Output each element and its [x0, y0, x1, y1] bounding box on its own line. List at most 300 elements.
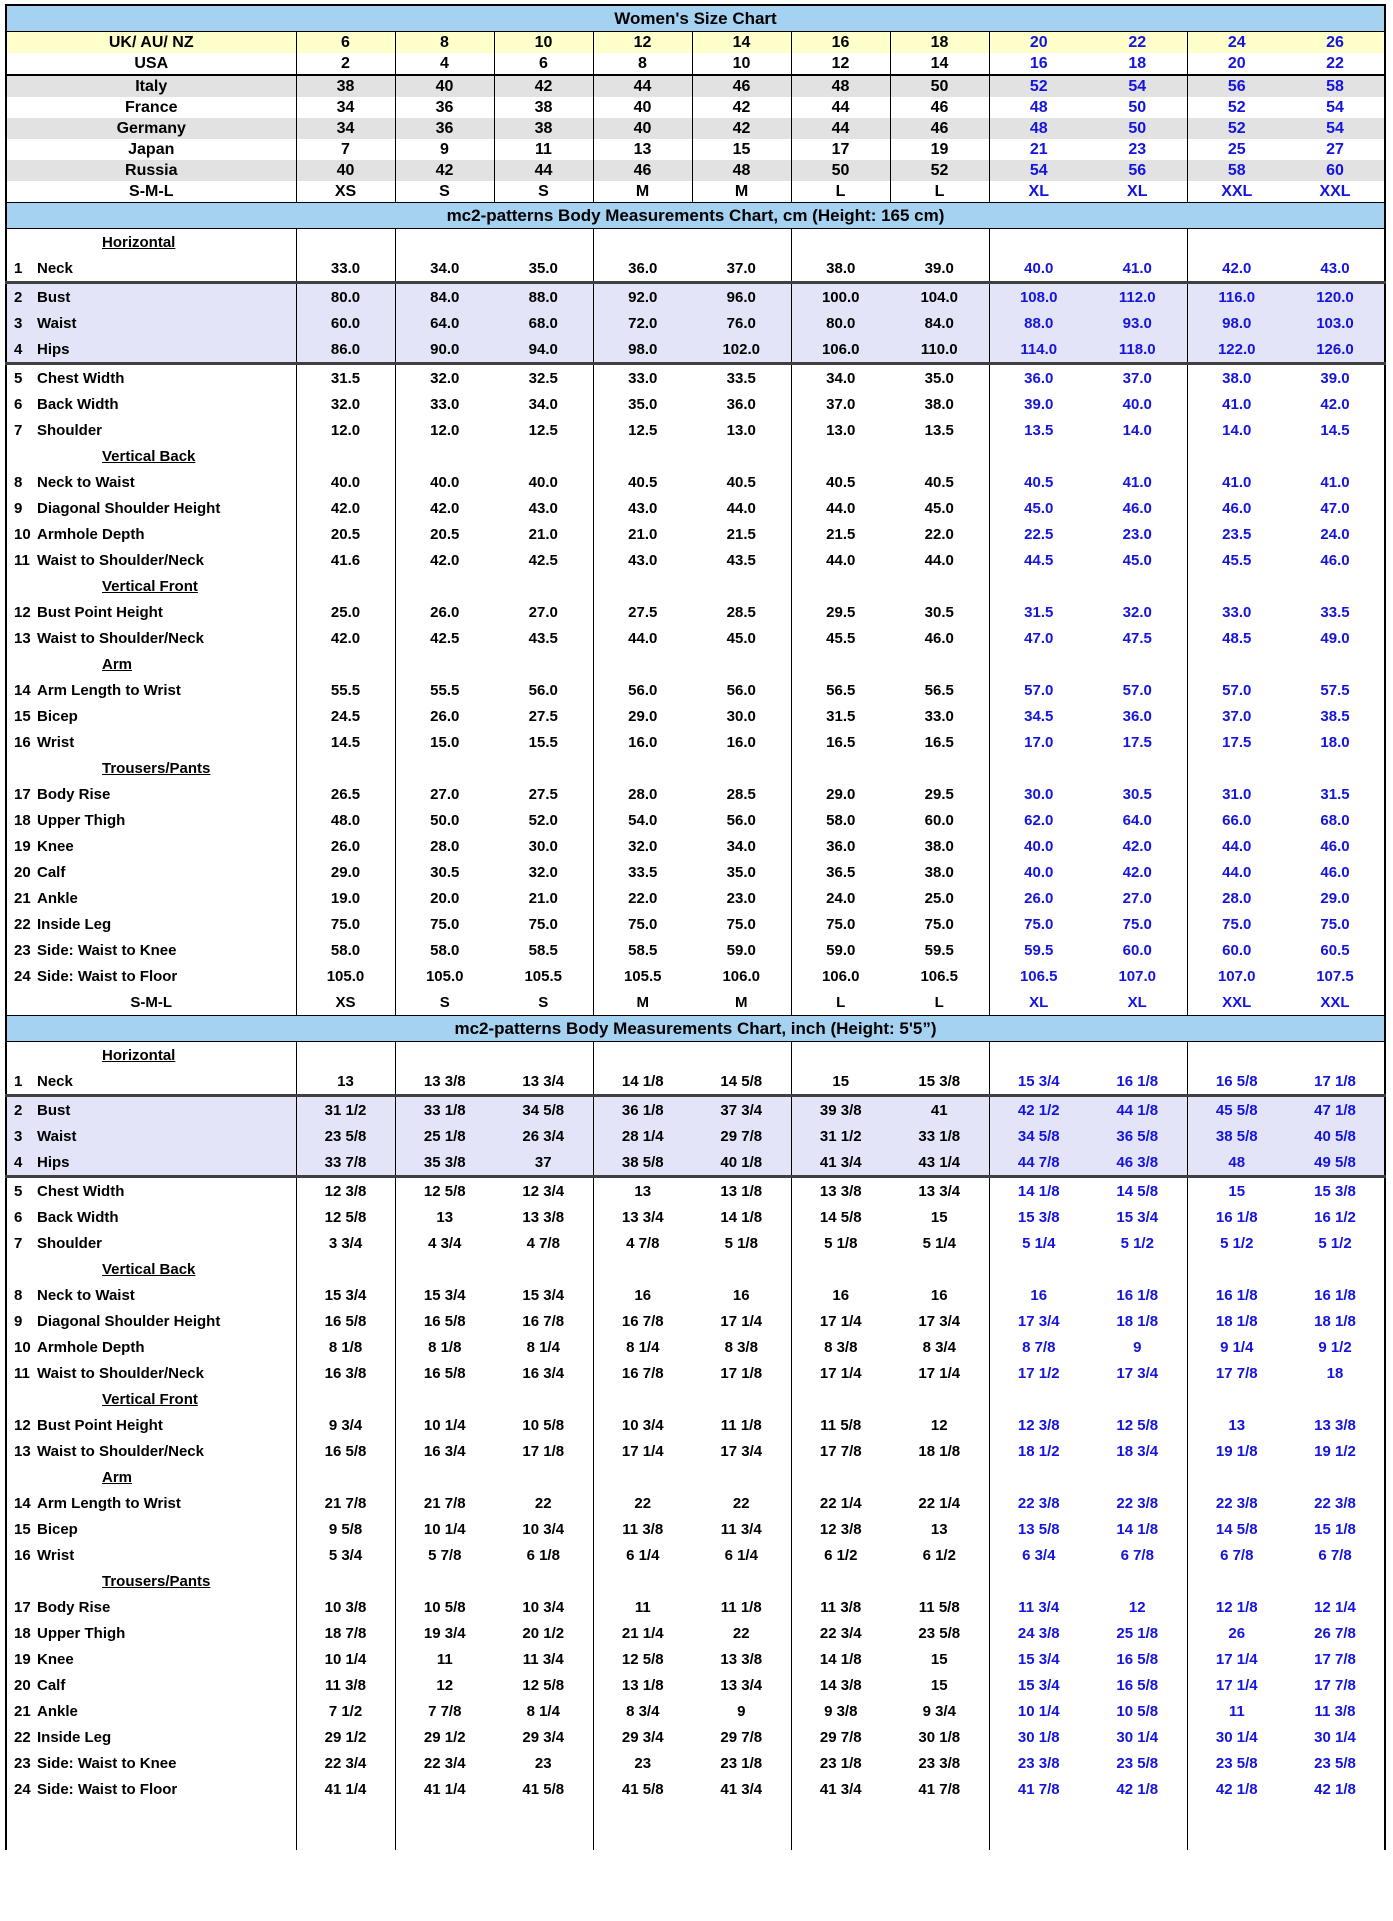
- table-row: [6, 310, 1385, 336]
- size-value-cell: 40: [593, 97, 692, 118]
- measurement-value-cell: 42.0: [430, 551, 460, 569]
- row-label: 22 Inside Leg: [6, 1724, 296, 1750]
- table-row: [6, 1568, 1385, 1594]
- measurement-value-cell: 13: [436, 1208, 454, 1226]
- measurement-value-cell: 34 5/8: [494, 1096, 593, 1124]
- measurement-value-cell: 21.0: [494, 885, 593, 911]
- measurement-value-cell: 46.0: [1222, 499, 1252, 517]
- measurement-value-cell: 19.0: [296, 885, 395, 911]
- measurement-value-cell: 75.0: [1320, 915, 1350, 933]
- empty-cell: [1187, 1802, 1286, 1850]
- row-label: France: [6, 97, 296, 118]
- row-label: 16 Wrist: [6, 729, 296, 755]
- measurement-value-cell: 14 1/8: [593, 1068, 692, 1096]
- measurement-value-cell: 57.0: [1088, 677, 1187, 703]
- measurement-value-cell: 17 1/8: [692, 1360, 791, 1386]
- measurement-value-cell: 27.0: [1088, 885, 1187, 911]
- row-label: 2 Bust: [6, 1096, 296, 1124]
- measurement-value-cell: 75.0: [1222, 915, 1252, 933]
- size-value-cell: 42: [692, 97, 791, 118]
- empty-cell: [1286, 443, 1385, 469]
- empty-cell: [1286, 651, 1385, 677]
- measurement-value-cell: 110.0: [890, 336, 989, 364]
- size-value-cell: 42: [692, 118, 791, 139]
- table-row: [6, 1724, 1385, 1750]
- measurement-value-cell: 16 5/8: [296, 1438, 395, 1464]
- measurement-value-cell: 42.0: [296, 495, 395, 521]
- measurement-value-cell: 48.5: [1222, 629, 1252, 647]
- row-label: 22 Inside Leg: [6, 911, 296, 937]
- empty-cell: [395, 755, 494, 781]
- empty-cell: [395, 1568, 494, 1594]
- size-value-cell: XL: [1088, 181, 1187, 203]
- measurement-value-cell: 15 3/4: [423, 1286, 466, 1304]
- measurement-value-cell: 23 3/8: [890, 1750, 989, 1776]
- measurement-value-cell: 26.0: [296, 833, 395, 859]
- empty-cell: [989, 1256, 1088, 1282]
- empty-cell: [692, 651, 791, 677]
- measurement-value-cell: 38.0: [890, 391, 989, 417]
- table-row: [6, 139, 1385, 160]
- measurement-value-cell: 27.0: [430, 785, 460, 803]
- empty-cell: [395, 1464, 494, 1490]
- measurement-value-cell: 88.0: [989, 310, 1088, 336]
- measurement-value-cell: 28.5: [692, 599, 791, 625]
- measurement-value-cell: 5 1/4: [890, 1230, 989, 1256]
- empty-cell: [593, 1802, 692, 1850]
- measurement-value-cell: 8 7/8: [1022, 1338, 1056, 1356]
- measurement-value-cell: 60.0: [890, 807, 989, 833]
- measurement-value-cell: 23 1/8: [692, 1750, 791, 1776]
- measurement-value-cell: 18 1/2: [1017, 1442, 1060, 1460]
- row-label: 6 Back Width: [6, 1204, 296, 1230]
- size-value-cell: 14: [692, 32, 791, 54]
- measurement-value-cell: 14.0: [1088, 417, 1187, 443]
- size-value-cell: 22: [1286, 53, 1385, 75]
- empty-cell: [593, 443, 692, 469]
- sml-value-cell: S: [439, 993, 450, 1011]
- row-label: 8 Neck to Waist: [6, 1282, 296, 1308]
- measurement-value-cell: 17 1/4: [692, 1308, 791, 1334]
- measurement-value-cell: 40.5: [692, 469, 791, 495]
- table-row: [6, 160, 1385, 181]
- measurement-value-cell: 25 1/8: [395, 1123, 494, 1149]
- measurement-value-cell: 23: [494, 1750, 593, 1776]
- measurement-value-cell: 24.0: [1320, 525, 1350, 543]
- measurement-value-cell: 17 1/4: [890, 1360, 989, 1386]
- measurement-value-cell: 23 5/8: [296, 1123, 395, 1149]
- measurement-value-cell: 58.0: [430, 941, 460, 959]
- size-value-cell: 44: [791, 118, 890, 139]
- table-row: [6, 859, 1385, 885]
- table-row: [6, 203, 1385, 229]
- empty-cell: [395, 229, 494, 256]
- empty-cell: [692, 1042, 791, 1069]
- empty-cell: [395, 1256, 494, 1282]
- size-value-cell: 44: [593, 75, 692, 97]
- measurement-value-cell: 5 3/4: [296, 1542, 395, 1568]
- measurement-value-cell: 43.5: [692, 547, 791, 573]
- measurement-value-cell: 84.0: [890, 310, 989, 336]
- measurement-value-cell: 106.0: [692, 963, 791, 989]
- measurement-value-cell: 56.0: [692, 677, 791, 703]
- measurement-value-cell: 39 3/8: [791, 1096, 890, 1124]
- table-row: [6, 1149, 1385, 1177]
- table-row: [6, 1412, 1385, 1438]
- measurement-value-cell: 41 3/4: [692, 1776, 791, 1802]
- measurement-value-cell: 88.0: [494, 283, 593, 311]
- table-row: [6, 1750, 1385, 1776]
- table-row: [6, 1646, 1385, 1672]
- sml-value-cell: M: [636, 993, 649, 1011]
- row-label: 13 Waist to Shoulder/Neck: [6, 625, 296, 651]
- measurement-value-cell: 29.5: [890, 781, 989, 807]
- measurement-value-cell: 12.0: [296, 417, 395, 443]
- row-label: 17 Body Rise: [6, 1594, 296, 1620]
- measurement-value-cell: 22 3/4: [819, 1624, 862, 1642]
- measurement-value-cell: 29 7/8: [692, 1123, 791, 1149]
- measurement-value-cell: 12 3/4: [494, 1177, 593, 1205]
- inch-measurements-section: [6, 1042, 1385, 1803]
- measurement-value-cell: 40.5: [826, 473, 856, 491]
- measurement-value-cell: 40.0: [989, 255, 1088, 283]
- measurement-value-cell: 6 7/8: [1088, 1542, 1187, 1568]
- measurement-value-cell: 9 3/8: [824, 1702, 858, 1720]
- measurement-value-cell: 33.5: [692, 364, 791, 392]
- row-label: S-M-L: [6, 989, 296, 1016]
- table-row: [6, 336, 1385, 364]
- size-value-cell: XS: [296, 181, 395, 203]
- size-value-cell: 12: [791, 53, 890, 75]
- measurement-value-cell: 22 1/4: [890, 1490, 989, 1516]
- measurement-value-cell: 16.0: [628, 733, 658, 751]
- size-value-cell: 4: [395, 53, 494, 75]
- row-label: 21 Ankle: [6, 885, 296, 911]
- measurement-value-cell: 11: [634, 1598, 651, 1616]
- measurement-value-cell: 103.0: [1286, 310, 1385, 336]
- size-value-cell: 9: [395, 139, 494, 160]
- row-label: 20 Calf: [6, 859, 296, 885]
- empty-cell: [989, 1802, 1088, 1850]
- measurement-value-cell: 4 3/4: [428, 1234, 462, 1252]
- size-value-cell: S: [494, 181, 593, 203]
- table-row: [6, 5, 1385, 32]
- row-label: 19 Knee: [6, 1646, 296, 1672]
- measurement-value-cell: 46.0: [1088, 495, 1187, 521]
- empty-cell: [395, 1042, 494, 1069]
- empty-cell: [1187, 651, 1286, 677]
- measurement-value-cell: 26: [1228, 1624, 1246, 1642]
- measurement-value-cell: 32.0: [1088, 599, 1187, 625]
- measurement-value-cell: 39.0: [1320, 369, 1350, 387]
- sml-value-cell: M: [692, 989, 791, 1016]
- measurement-value-cell: 49.0: [1320, 629, 1350, 647]
- measurement-value-cell: 30 1/8: [890, 1724, 989, 1750]
- size-value-cell: 50: [1088, 97, 1187, 118]
- row-label: S-M-L: [6, 181, 296, 203]
- size-value-cell: 2: [296, 53, 395, 75]
- measurement-value-cell: 6 1/4: [626, 1546, 660, 1564]
- row-label: 23 Side: Waist to Knee: [6, 937, 296, 963]
- empty-cell: [296, 1568, 395, 1594]
- size-value-cell: 52: [989, 75, 1088, 97]
- measurement-value-cell: 29.0: [1320, 889, 1350, 907]
- measurement-value-cell: 40.5: [890, 469, 989, 495]
- size-value-cell: 18: [1088, 53, 1187, 75]
- measurement-value-cell: 11 3/4: [494, 1646, 593, 1672]
- measurement-value-cell: 16 5/8: [1088, 1672, 1187, 1698]
- measurement-value-cell: 17 1/4: [819, 1312, 862, 1330]
- measurement-value-cell: 25 1/8: [1088, 1620, 1187, 1646]
- measurement-value-cell: 13.5: [1024, 421, 1054, 439]
- measurement-value-cell: 10 5/8: [423, 1598, 466, 1616]
- measurement-value-cell: 75.0: [826, 915, 856, 933]
- subheading: Arm: [6, 651, 296, 677]
- measurement-value-cell: 17.0: [1024, 733, 1054, 751]
- size-value-cell: 23: [1088, 139, 1187, 160]
- measurement-value-cell: 13 1/8: [692, 1177, 791, 1205]
- size-value-cell: 19: [890, 139, 989, 160]
- measurement-value-cell: 56.5: [826, 681, 856, 699]
- measurement-value-cell: 15 3/4: [494, 1282, 593, 1308]
- size-value-cell: 48: [1029, 98, 1048, 116]
- table-row: [6, 1256, 1385, 1282]
- measurement-value-cell: 21.0: [628, 525, 658, 543]
- measurement-value-cell: 10 3/4: [621, 1416, 664, 1434]
- measurement-value-cell: 5 1/2: [1088, 1230, 1187, 1256]
- empty-cell: [989, 573, 1088, 599]
- empty-cell: [593, 1568, 692, 1594]
- size-value-cell: 7: [296, 139, 395, 160]
- row-label: 7 Shoulder: [6, 1230, 296, 1256]
- measurement-value-cell: 38.0: [1222, 369, 1252, 387]
- inch-section-title: mc2-patterns Body Measurements Chart, inch (Height: 5'5”): [6, 1016, 1385, 1042]
- measurement-value-cell: 94.0: [494, 336, 593, 364]
- measurement-value-cell: 26.0: [430, 603, 460, 621]
- table-row: [6, 1698, 1385, 1724]
- row-label: 1 Neck: [6, 255, 296, 283]
- row-label: 7 Shoulder: [6, 417, 296, 443]
- size-value-cell: 42: [395, 160, 494, 181]
- measurement-value-cell: 44.0: [1222, 837, 1252, 855]
- measurement-value-cell: 22 3/4: [296, 1750, 395, 1776]
- measurement-value-cell: 18 1/8: [1215, 1312, 1258, 1330]
- table-row: [6, 677, 1385, 703]
- measurement-value-cell: 24.5: [296, 703, 395, 729]
- measurement-value-cell: 41.0: [1088, 255, 1187, 283]
- measurement-value-cell: 42.0: [1088, 833, 1187, 859]
- measurement-value-cell: 41: [890, 1096, 989, 1124]
- empty-cell: [989, 1386, 1088, 1412]
- measurement-value-cell: 44.5: [1024, 551, 1054, 569]
- size-value-cell: 42: [494, 75, 593, 97]
- measurement-value-cell: 16.5: [826, 733, 856, 751]
- row-label: 10 Armhole Depth: [6, 1334, 296, 1360]
- empty-cell: [1286, 1568, 1385, 1594]
- measurement-value-cell: 55.5: [430, 681, 460, 699]
- size-value-cell: 11: [494, 139, 593, 160]
- size-value-cell: 48: [989, 118, 1088, 139]
- measurement-value-cell: 56.5: [890, 677, 989, 703]
- measurement-value-cell: 10 1/4: [423, 1520, 466, 1538]
- measurement-value-cell: 14 5/8: [819, 1208, 862, 1226]
- measurement-value-cell: 18 1/8: [1314, 1312, 1356, 1330]
- measurement-value-cell: 22 1/4: [819, 1494, 862, 1512]
- empty-cell: [890, 1042, 989, 1069]
- measurement-value-cell: 50.0: [430, 811, 460, 829]
- measurement-value-cell: 11 3/8: [622, 1520, 664, 1538]
- empty-cell: [296, 651, 395, 677]
- empty-cell: [989, 229, 1088, 256]
- table-row: [6, 963, 1385, 989]
- measurement-value-cell: 13.5: [890, 417, 989, 443]
- measurement-value-cell: 59.0: [692, 937, 791, 963]
- measurement-value-cell: 31 1/2: [296, 1096, 395, 1124]
- measurement-value-cell: 33 7/8: [296, 1149, 395, 1177]
- measurement-value-cell: 16: [1030, 1286, 1048, 1304]
- measurement-value-cell: 36.5: [826, 863, 856, 881]
- size-value-cell: M: [692, 181, 791, 203]
- sml-value-cell: S: [494, 989, 593, 1016]
- measurement-value-cell: 58.0: [826, 811, 856, 829]
- row-label: Russia: [6, 160, 296, 181]
- measurement-value-cell: 11 1/8: [692, 1412, 791, 1438]
- measurement-value-cell: 122.0: [1187, 336, 1286, 364]
- measurement-value-cell: 40 5/8: [1286, 1123, 1385, 1149]
- measurement-value-cell: 32.0: [430, 369, 460, 387]
- measurement-value-cell: 15: [890, 1672, 989, 1698]
- measurement-value-cell: 24 3/8: [1017, 1624, 1060, 1642]
- measurement-value-cell: 30.0: [494, 833, 593, 859]
- empty-cell: [989, 1042, 1088, 1069]
- empty-cell: [395, 573, 494, 599]
- measurement-value-cell: 14 1/8: [819, 1650, 862, 1668]
- measurement-value-cell: 11 3/8: [820, 1598, 862, 1616]
- measurement-value-cell: 42.0: [296, 625, 395, 651]
- empty-cell: [1187, 573, 1286, 599]
- measurement-value-cell: 14.0: [1222, 421, 1252, 439]
- measurement-value-cell: 105.5: [623, 967, 662, 985]
- measurement-value-cell: 29.0: [628, 707, 658, 725]
- table-row: [6, 833, 1385, 859]
- measurement-value-cell: 105.5: [494, 963, 593, 989]
- empty-cell: [1286, 755, 1385, 781]
- size-value-cell: 52: [1227, 98, 1246, 116]
- measurement-value-cell: 62.0: [1024, 811, 1054, 829]
- empty-cell: [890, 229, 989, 256]
- row-label: 6 Back Width: [6, 391, 296, 417]
- size-value-cell: L: [791, 181, 890, 203]
- measurement-value-cell: 104.0: [890, 283, 989, 311]
- empty-cell: [6, 1802, 296, 1850]
- row-label: 3 Waist: [6, 1123, 296, 1149]
- measurement-value-cell: 22: [692, 1620, 791, 1646]
- measurement-value-cell: 32.5: [494, 364, 593, 392]
- measurement-value-cell: 5 1/8: [692, 1230, 791, 1256]
- measurement-value-cell: 40.0: [1024, 863, 1054, 881]
- measurement-value-cell: 8 1/8: [296, 1334, 395, 1360]
- size-value-cell: XXL: [1319, 182, 1351, 200]
- measurement-value-cell: 29 3/4: [494, 1724, 593, 1750]
- measurement-value-cell: 13 3/4: [692, 1672, 791, 1698]
- measurement-value-cell: 12 5/8: [296, 1204, 395, 1230]
- table-row: [6, 781, 1385, 807]
- empty-cell: [791, 1802, 890, 1850]
- measurement-value-cell: 37.0: [1222, 707, 1252, 725]
- measurement-value-cell: 33.0: [1222, 603, 1252, 621]
- measurement-value-cell: 23 5/8: [1314, 1754, 1356, 1772]
- measurement-value-cell: 90.0: [395, 336, 494, 364]
- size-value-cell: XXL: [1221, 182, 1253, 200]
- table-row: [6, 1490, 1385, 1516]
- measurement-value-cell: 11: [436, 1650, 453, 1668]
- measurement-value-cell: 42.5: [494, 547, 593, 573]
- size-value-cell: XL: [1028, 182, 1049, 200]
- empty-cell: [395, 443, 494, 469]
- measurement-value-cell: 30 1/4: [1088, 1724, 1187, 1750]
- empty-cell: [1088, 229, 1187, 256]
- measurement-value-cell: 3 3/4: [296, 1230, 395, 1256]
- measurement-value-cell: 13 3/8: [494, 1204, 593, 1230]
- measurement-value-cell: 17 1/4: [1215, 1676, 1258, 1694]
- empty-cell: [989, 443, 1088, 469]
- measurement-value-cell: 45.5: [1222, 551, 1252, 569]
- measurement-value-cell: 38 5/8: [593, 1149, 692, 1177]
- measurement-value-cell: 58.5: [628, 941, 658, 959]
- sml-value-cell: XXL: [1320, 993, 1350, 1011]
- empty-cell: [989, 1568, 1088, 1594]
- measurement-value-cell: 29.5: [826, 603, 856, 621]
- measurement-value-cell: 30.5: [1088, 781, 1187, 807]
- measurement-value-cell: 42 1/8: [1215, 1780, 1258, 1798]
- measurement-value-cell: 30 1/4: [1314, 1728, 1356, 1746]
- measurement-value-cell: 75.0: [692, 911, 791, 937]
- measurement-value-cell: 9 1/4: [1220, 1338, 1254, 1356]
- measurement-value-cell: 33 1/8: [395, 1096, 494, 1124]
- table-row: [6, 651, 1385, 677]
- empty-cell: [494, 1464, 593, 1490]
- measurement-value-cell: 46.0: [1320, 551, 1350, 569]
- empty-cell: [890, 1802, 989, 1850]
- measurement-value-cell: 59.5: [890, 937, 989, 963]
- measurement-value-cell: 18.0: [1320, 733, 1350, 751]
- measurement-value-cell: 25.0: [890, 885, 989, 911]
- measurement-value-cell: 13: [890, 1516, 989, 1542]
- empty-cell: [890, 573, 989, 599]
- measurement-value-cell: 16: [890, 1282, 989, 1308]
- measurement-value-cell: 35 3/8: [395, 1149, 494, 1177]
- measurement-value-cell: 13 5/8: [1017, 1520, 1060, 1538]
- row-label: 5 Chest Width: [6, 364, 296, 392]
- page-title: Women's Size Chart: [6, 5, 1385, 32]
- table-row: [6, 1464, 1385, 1490]
- empty-cell: [890, 1568, 989, 1594]
- measurement-value-cell: 17 7/8: [819, 1442, 862, 1460]
- measurement-value-cell: 17 1/2: [1017, 1364, 1060, 1382]
- empty-cell: [791, 1464, 890, 1490]
- measurement-value-cell: 16 3/4: [494, 1360, 593, 1386]
- size-value-cell: 15: [692, 139, 791, 160]
- size-value-cell: 46: [890, 118, 989, 139]
- measurement-value-cell: 9 5/8: [296, 1516, 395, 1542]
- size-value-cell: 60: [1286, 160, 1385, 181]
- measurement-value-cell: 15 3/4: [296, 1282, 395, 1308]
- measurement-value-cell: 26 7/8: [1314, 1624, 1356, 1642]
- measurement-value-cell: 16 1/8: [1088, 1068, 1187, 1096]
- table-row: [6, 469, 1385, 495]
- size-value-cell: 6: [296, 32, 395, 54]
- measurement-value-cell: 15 3/8: [1017, 1208, 1060, 1226]
